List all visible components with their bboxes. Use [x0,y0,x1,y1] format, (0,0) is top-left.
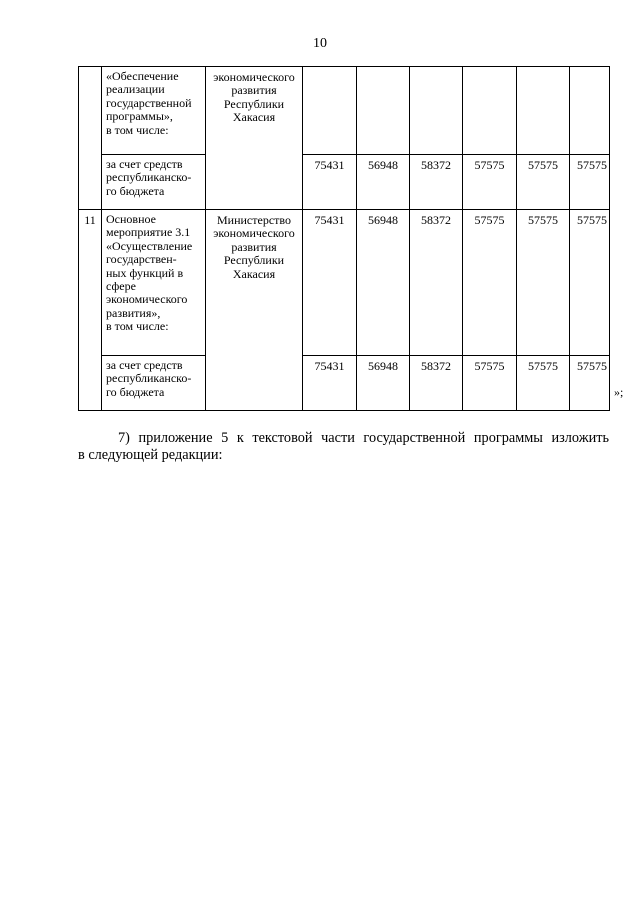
value-cell: 75431 [303,210,357,356]
value-cell: 57575 [463,210,517,356]
text-line: республиканско- [106,371,192,386]
value-cell: 57575 [463,356,517,411]
text-line: республиканско- [106,170,192,185]
value-cell: 57575 [517,356,570,411]
value-cell: 57575 [463,155,517,210]
value-cell: 57575 [517,155,570,210]
value-cell [517,67,570,155]
value-cell: 58372 [410,210,463,356]
text-line: программы», [106,109,173,124]
closing-quote: »; [614,385,624,399]
value-cell: 58372 [410,356,463,411]
text-line: го бюджета [106,384,165,399]
text-line: сфере [106,279,136,294]
page-number: 10 [313,36,327,51]
row-index-cell: 11 [79,210,102,411]
value-cell: 57575 [517,210,570,356]
executor-cell [206,210,303,411]
item-name-cell [102,356,206,411]
text-line: Республики [223,96,285,111]
value-cell: 75431 [303,155,357,210]
value-cell [570,67,610,155]
text-line: ных функций в [106,265,184,280]
value-cell [463,67,517,155]
text-line: «Обеспечение [106,69,179,83]
value-cell [357,67,410,155]
item-name-cell [102,67,206,155]
value-cell: 56948 [357,356,410,411]
budget-table [78,66,610,411]
text-line: в том числе: [106,122,169,137]
paragraph-line: в следующей редакции: [78,447,223,463]
table-row [79,210,610,356]
table-row [79,67,610,155]
text-line: развития [231,83,277,98]
text-line: за счет средств [106,157,183,171]
text-line: Хакасия [232,266,276,281]
item-name-cell [102,155,206,210]
text-line: государствен- [106,252,177,267]
text-line: Основное [106,212,156,226]
text-line: го бюджета [106,183,165,198]
text-line: государственной [106,95,192,110]
table-row [79,155,610,210]
text-line: экономического [106,292,188,307]
text-line: за счет средств [106,358,183,372]
text-line: экономического [213,226,295,241]
value-cell: 57575 [570,155,610,210]
value-cell: 75431 [303,356,357,411]
text-line: развития [231,239,277,254]
value-cell [303,67,357,155]
text-line: мероприятие 3.1 [106,225,191,240]
amendment-paragraph [78,430,609,464]
value-cell: 57575 [570,356,610,411]
text-line: реализации [106,82,165,97]
text-line: в том числе: [106,319,169,334]
value-cell: 56948 [357,210,410,356]
table-row [79,356,610,411]
text-line: Республики [223,253,285,268]
executor-cell [206,67,303,210]
text-line: «Осуществление [106,238,193,253]
value-cell: 56948 [357,155,410,210]
value-cell: 57575 [570,210,610,356]
value-cell [410,67,463,155]
text-line: экономического [213,70,295,84]
text-line: Хакасия [232,110,276,125]
value-cell: 58372 [410,155,463,210]
row-index-cell [79,67,102,210]
item-name-cell [102,210,206,356]
text-line: развития», [106,305,161,320]
paragraph-line: 7) приложение 5 к текстовой части государственной программы изложить [118,430,609,446]
text-line: Министерство [217,213,291,227]
